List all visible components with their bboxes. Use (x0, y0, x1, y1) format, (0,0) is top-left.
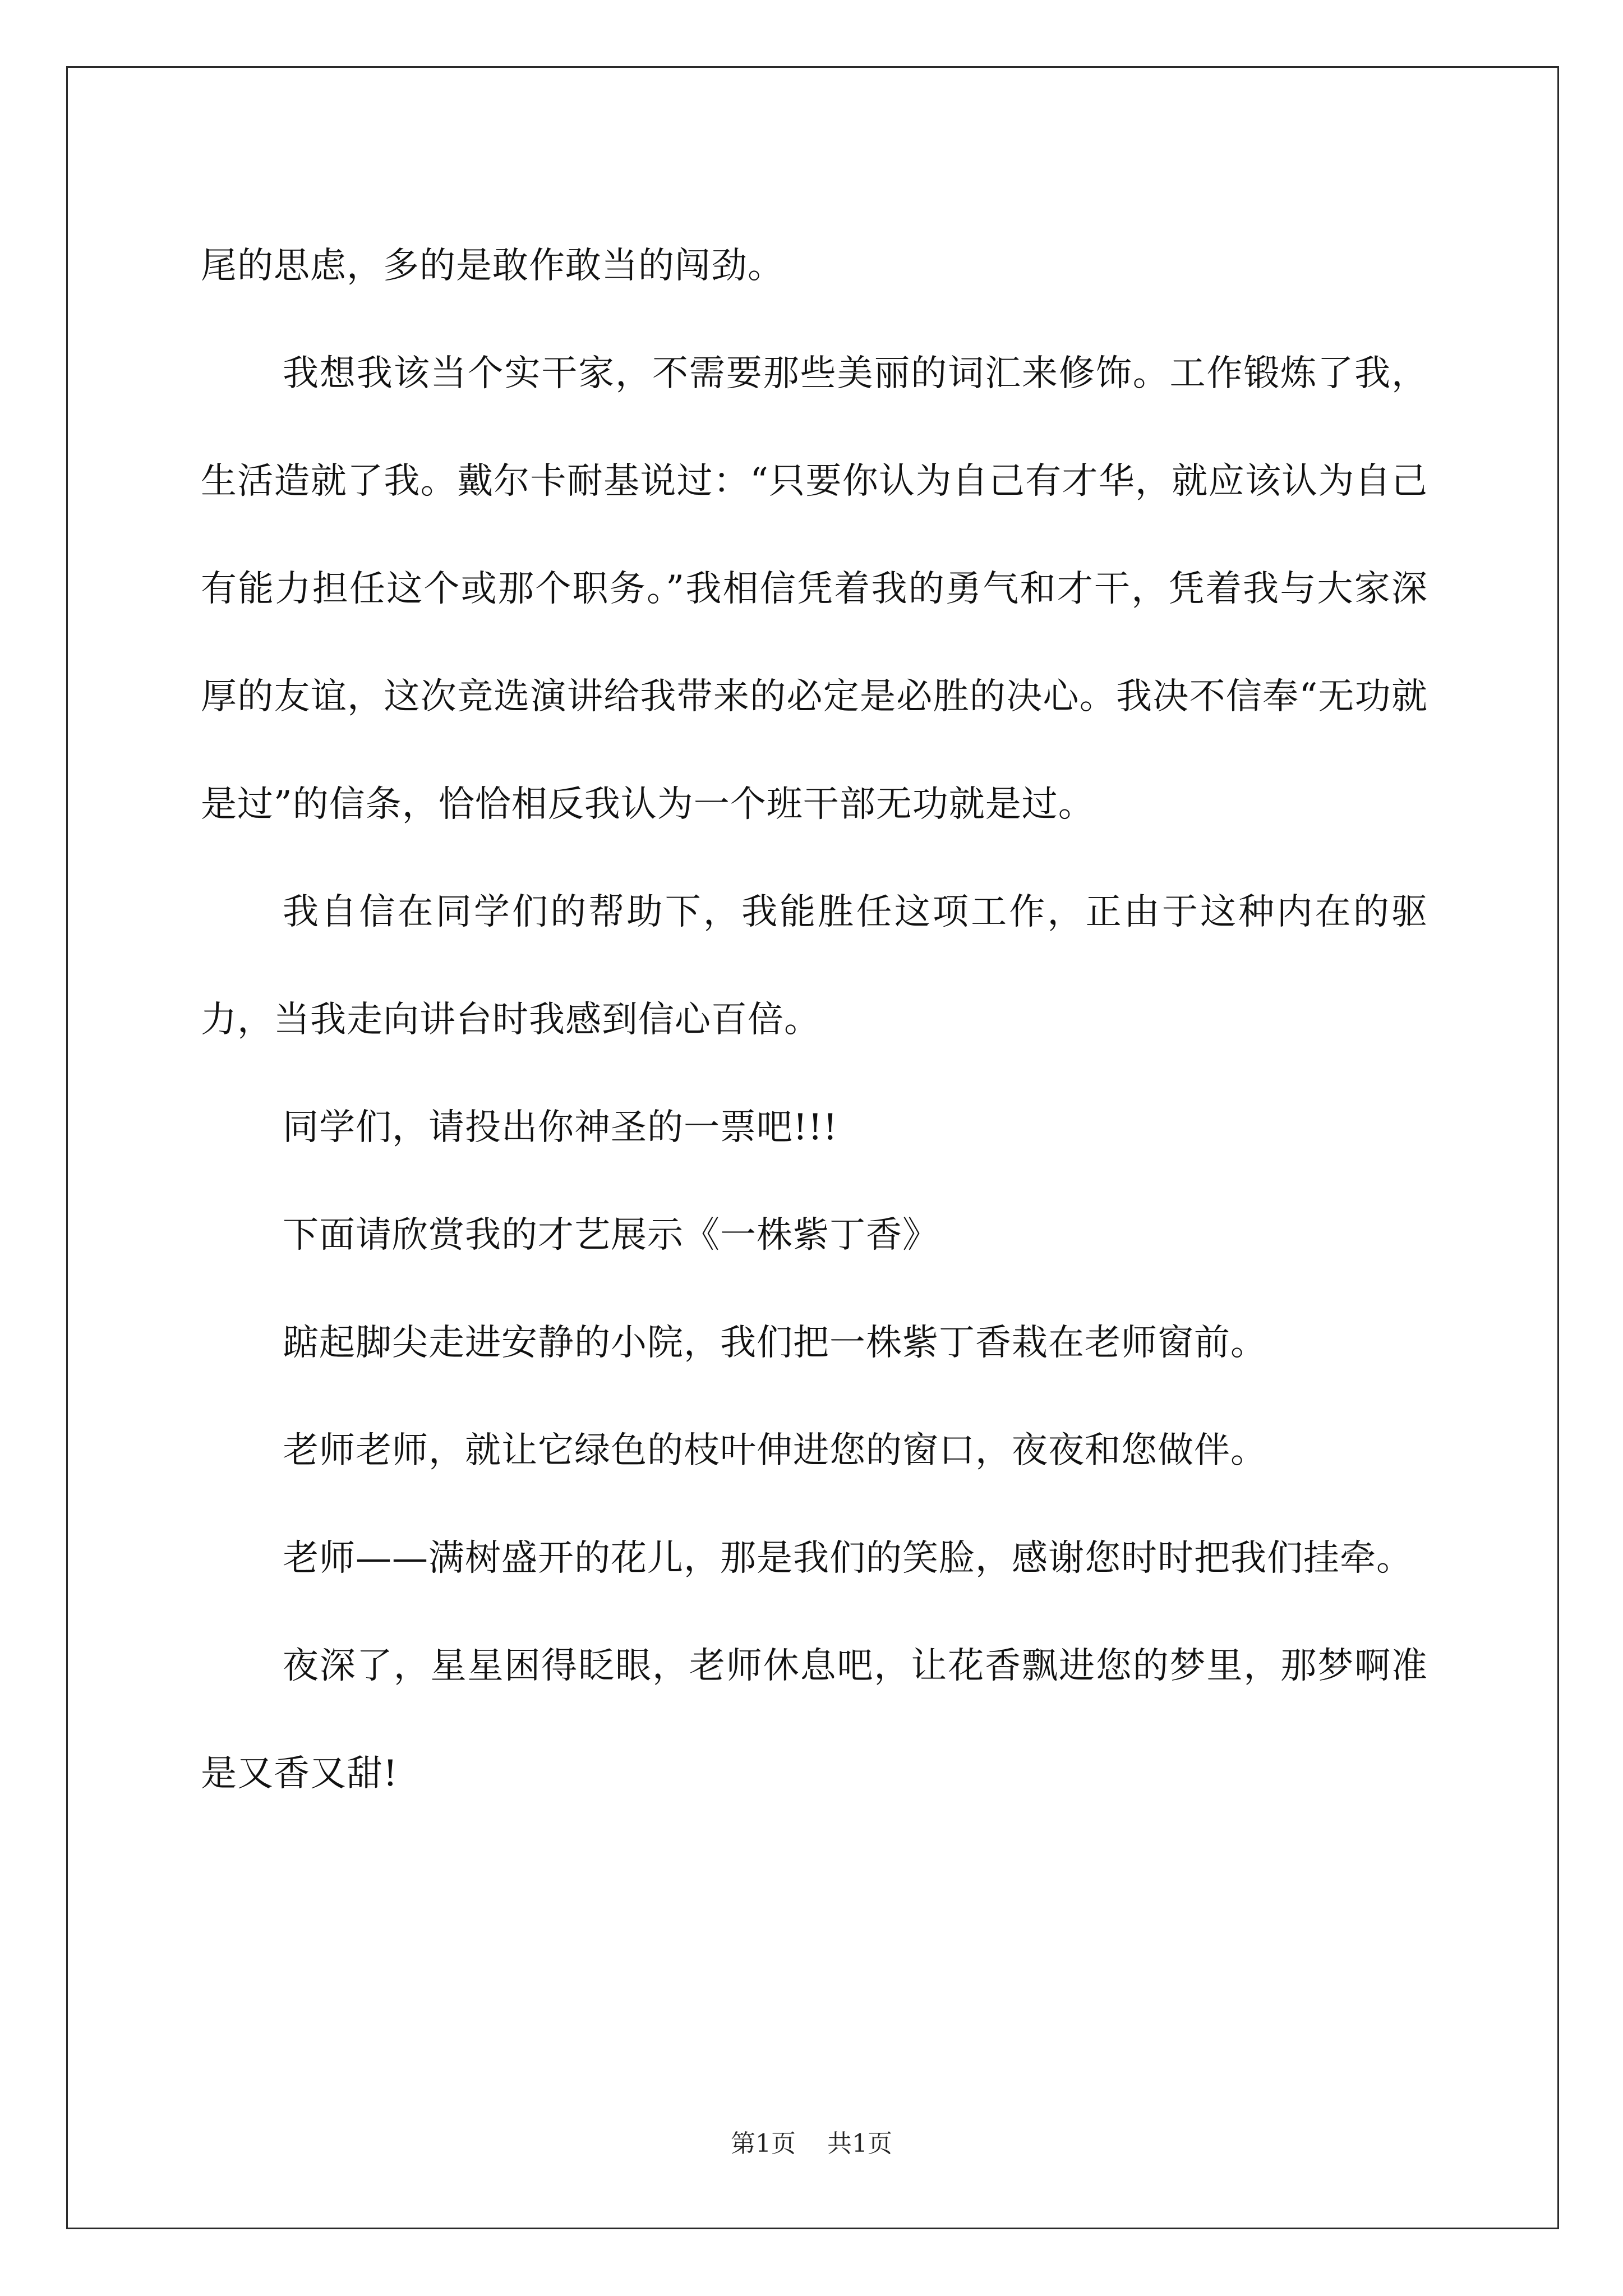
paragraph: 下面请欣赏我的才艺展示《一株紫丁香》 (283, 1214, 939, 1256)
document-body (201, 212, 1428, 1828)
paragraph: 我自信在同学们的帮助下，我能胜任这项工作，正由于这种内在的驱力，当我走向讲台时我感到信心百倍。 (201, 891, 1428, 1041)
page-footer (0, 2127, 1623, 2161)
paragraph: 我想我该当个实干家，不需要那些美丽的词汇来修饰。工作锻炼了我，生活造就了我。戴尔卡耐基说过：“只要你认为自己有才华，就应该认为自己有能力担任这个或那个职务。”我相信凭着我的勇气和才干，凭着我与大家深厚的友谊，这次竞选演讲给我带来的必定是必胜的决心。我决不信奉“无功就是过”的信条，恰恰相反我认为一个班干部无功就是过。 (201, 353, 1428, 825)
paragraph: 踮起脚尖走进安静的小院，我们把一株紫丁香栽在老师窗前。 (283, 1322, 1267, 1364)
paragraph: 夜深了，星星困得眨眼，老师休息吧，让花香飘进您的梦里，那梦啊准是又香又甜! (201, 1645, 1428, 1795)
paragraph: 老师老师，就让它绿色的枝叶伸进您的窗口，夜夜和您做伴。 (283, 1430, 1267, 1471)
page-number: 第1页 (731, 2129, 796, 2158)
paragraph: 同学们，请投出你神圣的一票吧!!! (283, 1107, 838, 1148)
page-total: 共1页 (827, 2129, 892, 2158)
paragraph: 老师——满树盛开的花儿，那是我们的笑脸，感谢您时时把我们挂牵。 (283, 1538, 1413, 1579)
paragraph: 尾的思虑，多的是敢作敢当的闯劲。 (201, 245, 784, 287)
